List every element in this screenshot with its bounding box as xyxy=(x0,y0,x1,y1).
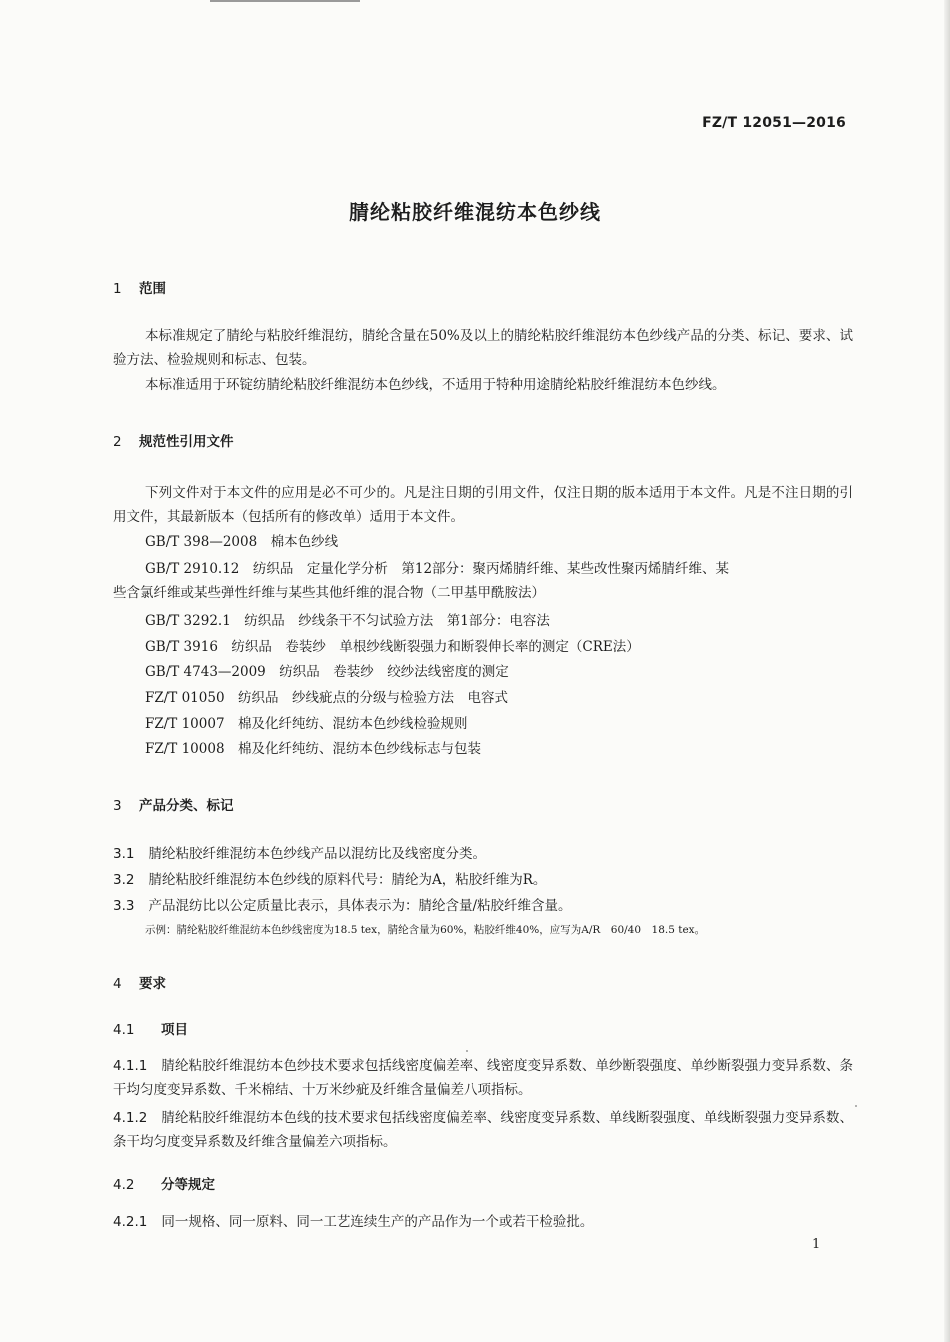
page-number: 1 xyxy=(812,1237,821,1252)
clause-4-1-1 xyxy=(113,1054,853,1102)
clause-number: 4.1.1 xyxy=(113,1058,148,1074)
subsection-number: 4.1 xyxy=(113,1022,135,1038)
reference-item: GB/T 3292.1 纺织品 纱线条干不匀试验方法 第1部分：电容法 xyxy=(145,613,550,629)
reference-item: GB/T 398—2008 棉本色纱线 xyxy=(145,534,339,550)
reference-item: FZ/T 10008 棉及化纤纯纺、混纺本色纱线标志与包装 xyxy=(145,741,482,757)
section-1-heading xyxy=(113,277,166,297)
subsection-4-2-heading xyxy=(113,1173,215,1193)
clause-text: 腈纶粘胶纤维混纺本色线的技术要求包括线密度偏差率、线密度变异系数、单线断裂强度、单线断裂强力变异系数、条干均匀度变异系数及纤维含量偏差六项指标。 xyxy=(113,1110,853,1150)
standard-code: FZ/T 12051—2016 xyxy=(702,115,846,131)
example-note: 示例：腈纶粘胶纤维混纺本色纱线密度为18.5 tex，腈纶含量为60%，粘胶纤维40%，应写为A/R 60/40 18.5 tex。 xyxy=(145,924,706,936)
clause-3-1 xyxy=(113,842,853,866)
section-3-heading xyxy=(113,794,234,814)
subsection-number: 4.2 xyxy=(113,1177,135,1193)
section-1-para-2: 本标准适用于环锭纺腈纶粘胶纤维混纺本色纱线，不适用于特种用途腈纶粘胶纤维混纺本色纱线。 xyxy=(145,377,726,393)
section-1-para-1: 本标准规定了腈纶与粘胶纤维混纺，腈纶含量在50%及以上的腈纶粘胶纤维混纺本色纱线产品的分类、标记、要求、试验方法、检验规则和标志、包装。 xyxy=(113,328,853,368)
clause-4-1-2 xyxy=(113,1106,853,1154)
clause-number: 4.1.2 xyxy=(113,1110,148,1126)
scan-artifact xyxy=(210,0,360,2)
scan-speck xyxy=(466,1050,468,1052)
reference-item-continuation: 些含氯纤维或某些弹性纤维与某些其他纤维的混合物（二甲基甲酰胺法） xyxy=(113,585,545,601)
clause-number: 4.2.1 xyxy=(113,1214,148,1230)
reference-item: GB/T 4743—2009 纺织品 卷装纱 绞纱法线密度的测定 xyxy=(145,664,509,680)
reference-item: FZ/T 10007 棉及化纤纯纺、混纺本色纱线检验规则 xyxy=(145,716,468,732)
document-title: 腈纶粘胶纤维混纺本色纱线 xyxy=(349,200,601,224)
section-title: 要求 xyxy=(139,976,166,992)
clause-text: 腈纶粘胶纤维混纺本色纱技术要求包括线密度偏差率、线密度变异系数、单纱断裂强度、单纱断裂强力变异系数、条干均匀度变异系数、千米棉结、十万米纱疵及纤维含量偏差八项指标。 xyxy=(113,1058,853,1098)
section-4-heading xyxy=(113,972,166,992)
subsection-title: 分等规定 xyxy=(161,1177,215,1193)
section-number: 3 xyxy=(113,798,122,814)
clause-text: 腈纶粘胶纤维混纺本色纱线产品以混纺比及线密度分类。 xyxy=(148,846,486,862)
section-title: 产品分类、标记 xyxy=(139,798,234,814)
reference-item: GB/T 3916 纺织品 卷装纱 单根纱线断裂强力和断裂伸长率的测定（CRE法） xyxy=(145,639,640,655)
subsection-title: 项目 xyxy=(161,1022,188,1038)
section-number: 4 xyxy=(113,976,122,992)
section-2-intro: 下列文件对于本文件的应用是必不可少的。凡是注日期的引用文件，仅注日期的版本适用于本文件。凡是不注日期的引用文件，其最新版本（包括所有的修改单）适用于本文件。 xyxy=(113,485,853,525)
section-title: 范围 xyxy=(139,281,166,297)
clause-number: 3.2 xyxy=(113,872,135,888)
clause-3-3 xyxy=(113,894,853,918)
clause-number: 3.3 xyxy=(113,898,135,914)
clause-text: 同一规格、同一原料、同一工艺连续生产的产品作为一个或若干检验批。 xyxy=(161,1214,594,1230)
clause-4-2-1 xyxy=(113,1210,853,1234)
clause-3-2 xyxy=(113,868,853,892)
clause-number: 3.1 xyxy=(113,846,135,862)
reference-item: FZ/T 01050 纺织品 纱线疵点的分级与检验方法 电容式 xyxy=(145,690,509,706)
reference-item: GB/T 2910.12 纺织品 定量化学分析 第12部分：聚丙烯腈纤维、某些改性聚丙烯腈纤维、某 xyxy=(145,561,730,577)
subsection-4-1-heading xyxy=(113,1018,188,1038)
clause-text: 腈纶粘胶纤维混纺本色纱线的原料代号：腈纶为A，粘胶纤维为R。 xyxy=(148,872,547,888)
clause-text: 产品混纺比以公定质量比表示，具体表示为：腈纶含量/粘胶纤维含量。 xyxy=(148,898,572,914)
section-2-heading xyxy=(113,430,234,450)
section-number: 2 xyxy=(113,434,122,450)
section-title: 规范性引用文件 xyxy=(139,434,234,450)
section-number: 1 xyxy=(113,281,122,297)
scan-speck xyxy=(855,1105,857,1107)
